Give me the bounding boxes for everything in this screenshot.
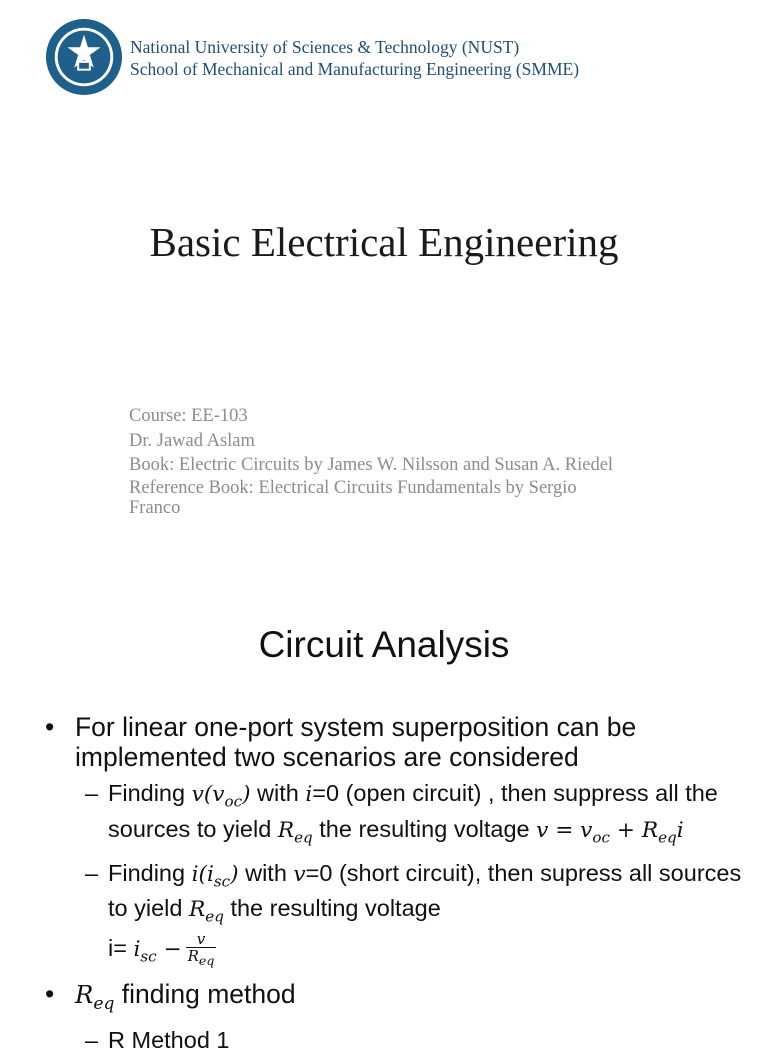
sub-bullet-text: with <box>238 859 294 886</box>
nust-crest-icon <box>45 18 123 96</box>
math-expression: $R_{eq}$ <box>189 897 224 926</box>
sub-bullet-text: the resulting voltage <box>223 895 441 922</box>
sub-bullet-text: with <box>250 780 306 806</box>
sub-bullet-text: Finding <box>108 780 192 806</box>
content-slide <box>0 576 768 1054</box>
sub-bullet-item <box>45 860 745 972</box>
sub-bullet-text: the resulting voltage <box>312 815 537 842</box>
math-expression: $R_{eq}$ <box>277 817 313 847</box>
bullet-icon: • <box>45 979 55 1010</box>
math-expression: v <box>293 861 306 887</box>
sub-bullet-text: R Method 1 <box>108 1027 230 1054</box>
page-title: Basic Electrical Engineering <box>149 219 619 265</box>
slide-title: Circuit Analysis <box>258 624 510 665</box>
sub-bullet-text: Finding <box>108 859 192 886</box>
dash-icon: – <box>85 859 99 886</box>
sub-bullet-item <box>45 780 745 852</box>
institution-header <box>130 36 579 80</box>
course-info <box>129 404 709 518</box>
course-code: Course: EE-103 <box>129 406 248 426</box>
bullet-item <box>45 979 745 1019</box>
math-expression: $R_{eq}$ <box>75 980 115 1015</box>
reference-book-line-1: Reference Book: Electrical Circuits Fundamentals by Sergio <box>129 477 577 498</box>
bullet-icon: • <box>45 712 55 742</box>
math-expression: i <box>305 782 313 807</box>
fraction: $\frac{v}{R_{eq}}$ <box>187 930 215 969</box>
bullet-item <box>45 712 745 772</box>
math-expression: $i(i_{sc})$ <box>191 861 239 890</box>
math-expression: $i_{sc}$ − <box>133 937 182 966</box>
textbook: Book: Electric Circuits by James W. Nilsson and Susan A. Riedel <box>129 455 614 475</box>
dash-icon: – <box>85 1027 99 1054</box>
dash-icon: – <box>85 780 99 806</box>
slide-body <box>45 712 745 1063</box>
institution-line-1: National University of Sciences & Technology (NUST) <box>130 37 520 57</box>
sub-bullet-text: i= <box>108 935 134 962</box>
sub-bullet-text: =0 (short circuit), then supress all sources to yield <box>108 859 742 922</box>
bullet-text: For linear one-port system superposition can be implemented two scenarios are considered <box>75 712 637 772</box>
reference-book-line-2: Franco <box>129 497 181 518</box>
institution-line-2: School of Mechanical and Manufacturing Engineering (SMME) <box>130 59 580 79</box>
math-expression: $v(v_{oc})$ <box>191 782 251 811</box>
instructor-name: Dr. Jawad Aslam <box>129 430 255 451</box>
math-expression: $v = v_{oc} + R_{eq}i$ <box>536 817 684 847</box>
sub-bullet-text: =0 (open circuit) , then suppress all the sources to yield <box>108 780 718 842</box>
bullet-text: finding method <box>114 979 296 1010</box>
sub-bullet-item <box>45 1027 745 1055</box>
